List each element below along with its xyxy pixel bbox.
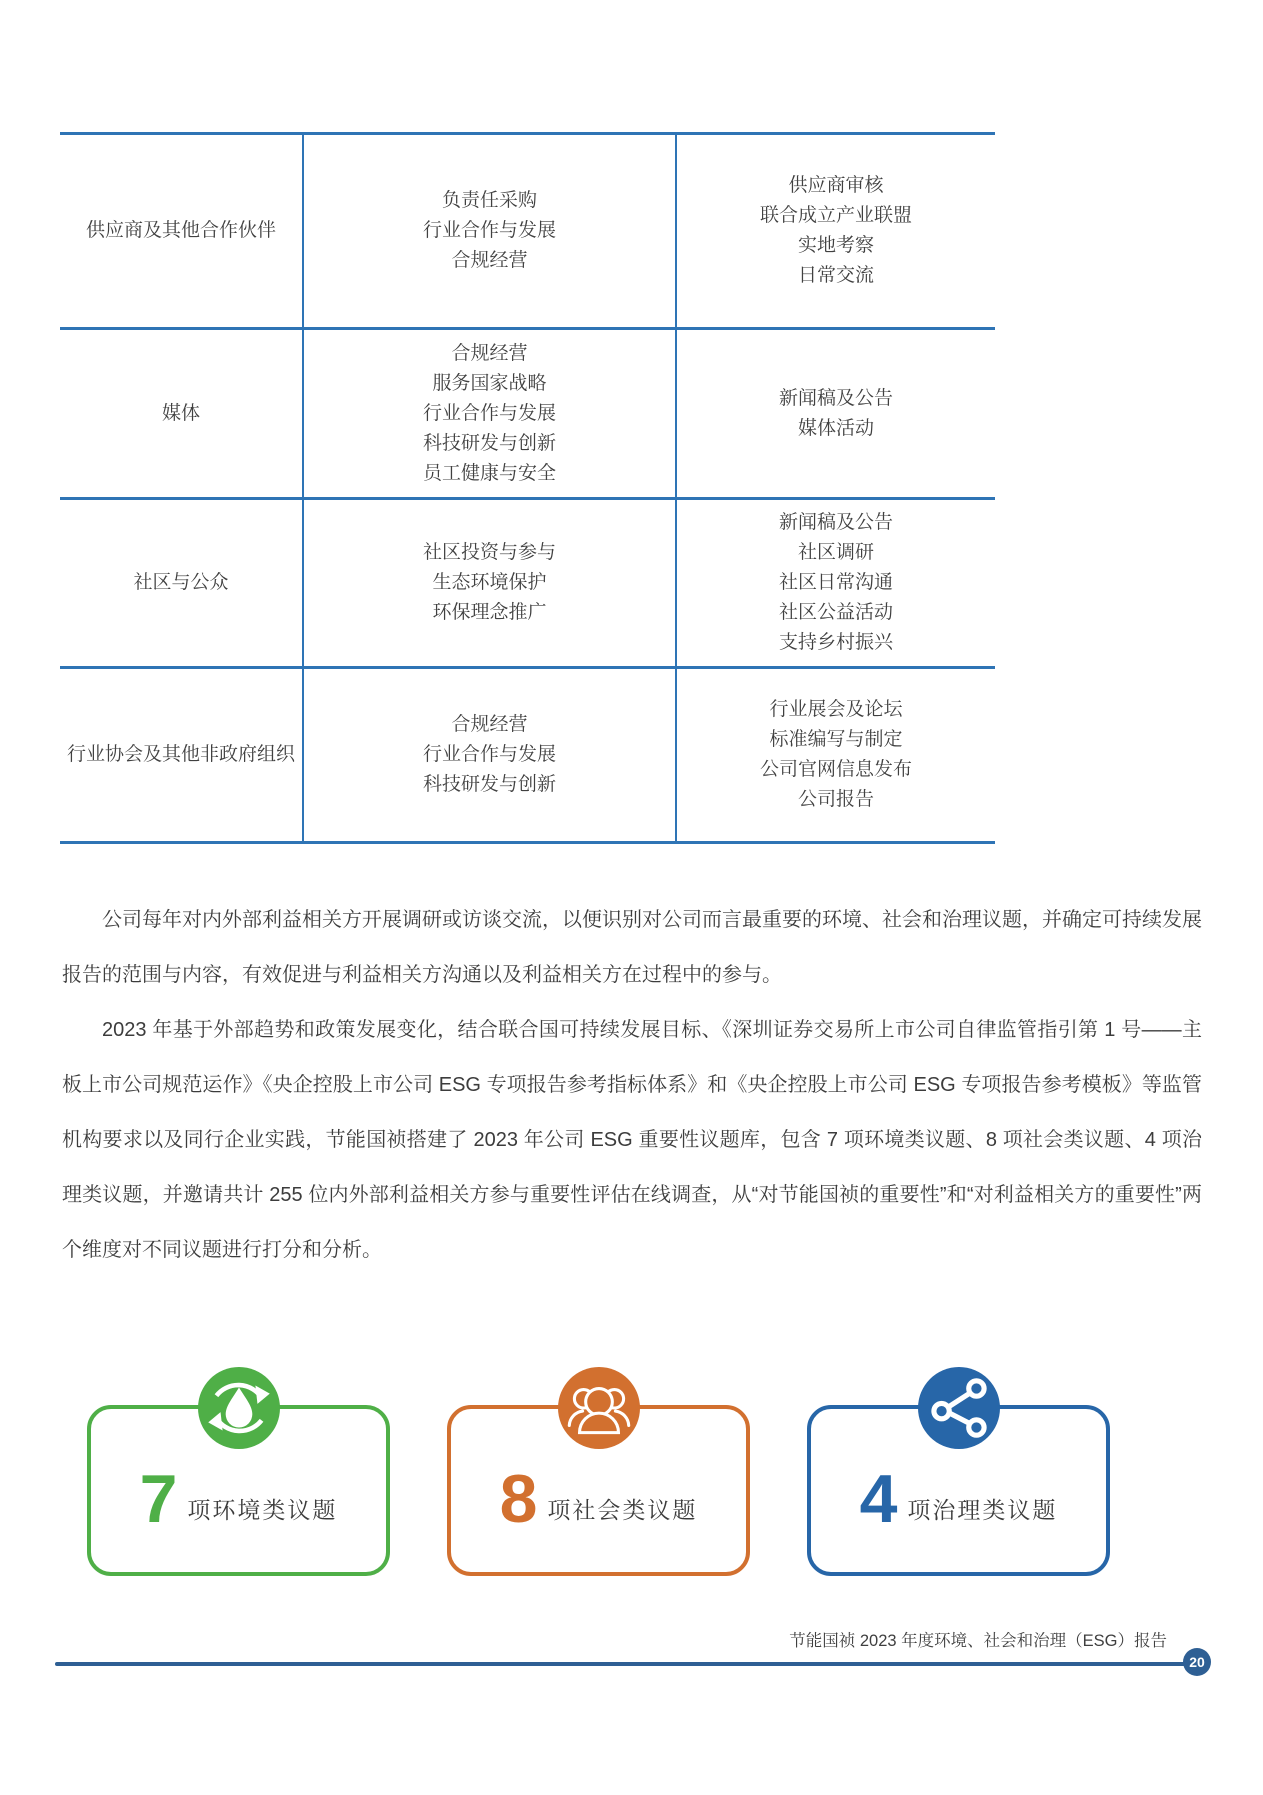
topics-cell: 合规经营 行业合作与发展 科技研发与创新 bbox=[302, 669, 675, 841]
channels-cell: 新闻稿及公告 媒体活动 bbox=[675, 330, 995, 497]
report-title: 节能国祯 2023 年度环境、社会和治理（ESG）报告 bbox=[789, 1632, 1167, 1650]
topics-cell: 负责任采购 行业合作与发展 合规经营 bbox=[302, 135, 675, 327]
share-network-icon bbox=[918, 1367, 1000, 1449]
table-row bbox=[60, 669, 995, 844]
environment-topics-count: 7 bbox=[139, 1460, 178, 1537]
social-topics-count: 8 bbox=[499, 1460, 538, 1537]
channels-cell: 供应商审核 联合成立产业联盟 实地考察 日常交流 bbox=[675, 135, 995, 327]
social-topics-card bbox=[447, 1405, 750, 1576]
channels-cell: 新闻稿及公告 社区调研 社区日常沟通 社区公益活动 支持乡村振兴 bbox=[675, 500, 995, 666]
card-content bbox=[139, 1460, 338, 1537]
table-row bbox=[60, 500, 995, 669]
topics-cell: 社区投资与参与 生态环境保护 环保理念推广 bbox=[302, 500, 675, 666]
recycle-drop-icon bbox=[198, 1367, 280, 1449]
paragraph: 公司每年对内外部利益相关方开展调研或访谈交流，以便识别对公司而言最重要的环境、社会和治理议题，并确定可持续发展报告的范围与内容，有效促进与利益相关方沟通以及利益相关方在过程中的参与。 bbox=[62, 909, 1202, 986]
stakeholder-name-cell: 行业协会及其他非政府组织 bbox=[66, 744, 295, 765]
governance-topics-label: 项治理类议题 bbox=[907, 1497, 1058, 1523]
channels-cell: 行业展会及论坛 标准编写与制定 公司官网信息发布 公司报告 bbox=[675, 669, 995, 841]
footer-divider bbox=[55, 1662, 1197, 1666]
page-number-badge: 20 bbox=[1183, 1648, 1211, 1676]
stakeholder-name-cell: 供应商及其他合作伙伴 bbox=[85, 220, 276, 241]
table-row bbox=[60, 135, 995, 330]
stakeholder-name-cell: 社区与公众 bbox=[133, 572, 229, 593]
environment-topics-label: 项环境类议题 bbox=[187, 1497, 338, 1523]
governance-topics-card bbox=[807, 1405, 1110, 1576]
governance-topics-count: 4 bbox=[859, 1460, 898, 1537]
topics-cell: 合规经营 服务国家战略 行业合作与发展 科技研发与创新 员工健康与安全 bbox=[302, 330, 675, 497]
card-content bbox=[499, 1460, 698, 1537]
page-footer bbox=[55, 1630, 1205, 1670]
environment-topics-card bbox=[87, 1405, 390, 1576]
stakeholder-table bbox=[60, 132, 995, 844]
table-row bbox=[60, 330, 995, 500]
social-topics-label: 项社会类议题 bbox=[547, 1497, 698, 1523]
stakeholder-name-cell: 媒体 bbox=[161, 402, 200, 424]
body-text bbox=[62, 893, 1202, 1278]
topic-cards bbox=[87, 1365, 1110, 1576]
paragraph: 2023 年基于外部趋势和政策发展变化，结合联合国可持续发展目标、《深圳证券交易所上市公司自律监管指引第 1 号——主板上市公司规范运作》《央企控股上市公司 ESG 专项报告参考指标体系》和《央企控股上市公司 ESG 专项报告参考模板》等监管机构要求以及同行企业实践，节能国祯搭建了 2023 年公司 ESG 重要性议题库，包含 7 项环境类议题、8 项社会类议题、4 项治理类议题，并邀请共计 255 位内外部利益相关方参与重要性评估在线调查，从“对节能国祯的重要性”和“对利益相关方的重要性”两个维度对不同议题进行打分和分析。 bbox=[62, 1019, 1202, 1261]
card-content bbox=[859, 1460, 1058, 1537]
people-group-icon bbox=[558, 1367, 640, 1449]
